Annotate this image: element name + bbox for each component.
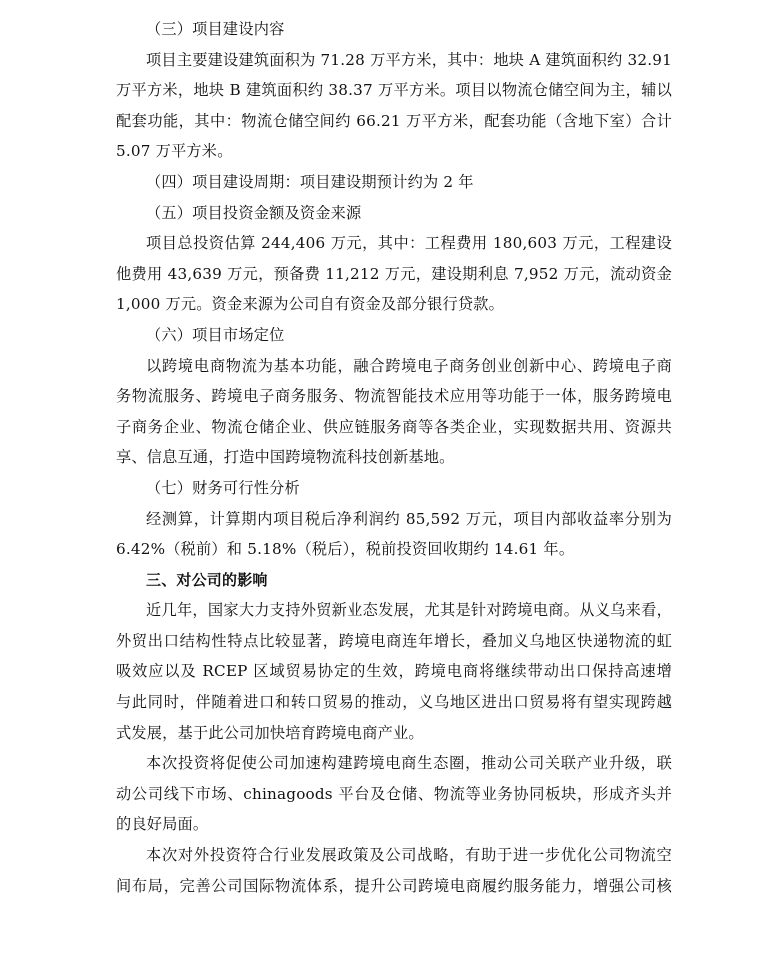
section-heading-investment: （五）项目投资金额及资金来源 [146,203,362,222]
paragraph-line: 务物流服务、跨境电子商务服务、物流智能技术应用等功能于一体，服务跨境电 [116,387,672,406]
paragraph-line: 享、信息互通，打造中国跨境物流科技创新基地。 [116,448,455,467]
paragraph-line: 项目主要建设建筑面积为 71.28 万平方米，其中：地块 A 建筑面积约 32.91 [146,50,672,69]
paragraph-line: 本次对外投资符合行业发展政策及公司战略，有助于进一步优化公司物流空 [146,846,672,865]
paragraph-line: 6.42%（税前）和 5.18%（税后），税前投资回收期约 14.61 年。 [116,540,575,559]
paragraph-line: 动公司线下市场、chinagoods 平台及仓储、物流等业务协同板块，形成齐头并 [116,784,672,803]
paragraph-line: 间布局，完善公司国际物流体系，提升公司跨境电商履约服务能力，增强公司核 [116,876,672,895]
paragraph-line: 吸效应以及 RCEP 区域贸易协定的生效，跨境电商将继续带动出口保持高速增 [116,662,672,681]
paragraph-line: 他费用 43,639 万元，预备费 11,212 万元，建设期利息 7,952 万元，流动资金 [116,264,672,283]
paragraph-line: 经测算，计算期内项目税后净利润约 85,592 万元，项目内部收益率分别为 [146,509,672,528]
document-page [116,14,672,901]
paragraph-line: 的良好局面。 [116,815,209,834]
paragraph-line: 万平方米，地块 B 建筑面积约 38.37 万平方米。项目以物流仓储空间为主，辅以 [116,81,672,100]
paragraph-line: 项目总投资估算 244,406 万元，其中：工程费用 180,603 万元，工程建设 [146,234,672,253]
paragraph-line: 与此同时，伴随着进口和转口贸易的推动，义乌地区进出口贸易将有望实现跨越 [116,693,672,712]
paragraph-line: 近几年，国家大力支持外贸新业态发展，尤其是针对跨境电商。从义乌来看， [146,601,672,620]
section-heading-construction-content: （三）项目建设内容 [146,20,285,38]
paragraph-line: 外贸出口结构性特点比较显著，跨境电商连年增长，叠加义乌地区快递物流的虹 [116,631,672,650]
section-heading-impact: 三、对公司的影响 [146,570,268,589]
paragraph-line: 式发展，基于此公司加快培育跨境电商产业。 [116,723,424,742]
paragraph-line: 5.07 万平方米。 [116,142,233,161]
paragraph-line: 子商务企业、物流仓储企业、供应链服务商等各类企业，实现数据共用、资源共 [116,417,672,436]
section-heading-construction-period: （四）项目建设周期：项目建设期预计约为 2 年 [146,172,474,191]
section-heading-financial-feasibility: （七）财务可行性分析 [146,478,300,497]
section-heading-market-positioning: （六）项目市场定位 [146,325,285,344]
paragraph-line: 以跨境电商物流为基本功能，融合跨境电子商务创业创新中心、跨境电子商 [146,356,672,375]
paragraph-line: 1,000 万元。资金来源为公司自有资金及部分银行贷款。 [116,295,505,314]
paragraph-line: 本次投资将促使公司加速构建跨境电商生态圈，推动公司关联产业升级，联 [146,754,672,773]
paragraph-line: 配套功能，其中：物流仓储空间约 66.21 万平方米，配套功能（含地下室）合计 [116,111,672,130]
